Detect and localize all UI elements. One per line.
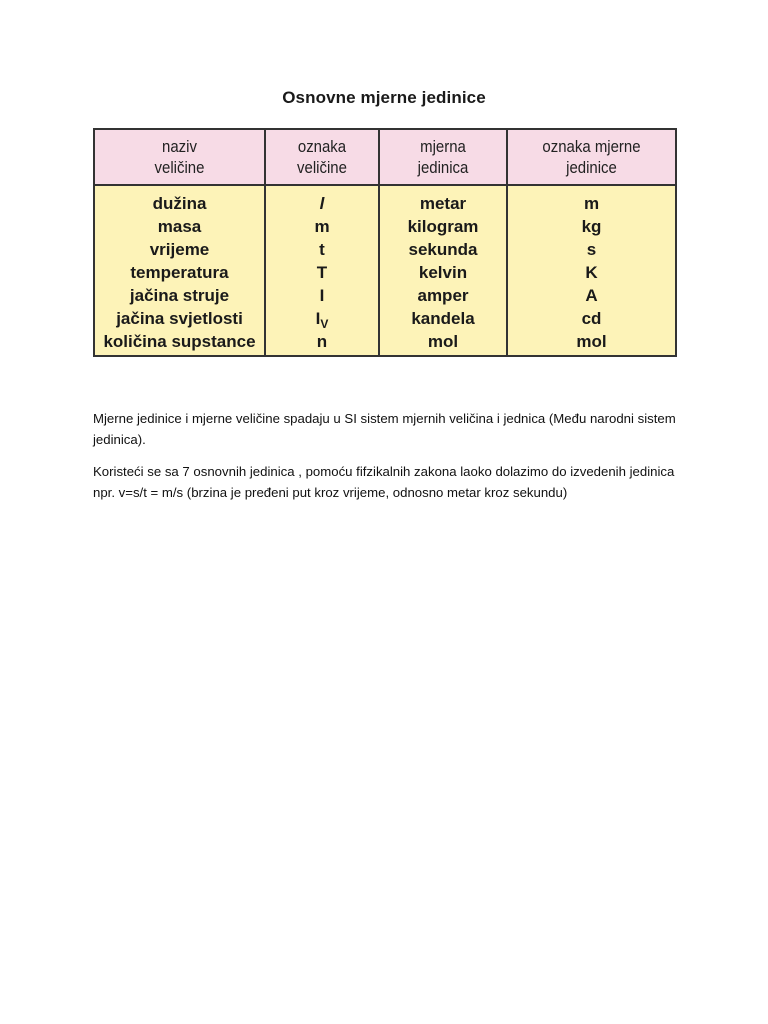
header-line: jedinice — [566, 158, 617, 177]
header-line: mjerna — [420, 137, 466, 156]
table-cell: m — [583, 194, 600, 213]
table-cell: n — [316, 332, 328, 351]
unit-name-column — [379, 185, 507, 356]
table-cell — [266, 307, 378, 330]
header-quantity-symbol — [272, 129, 372, 185]
table-cell: sekunda — [408, 240, 478, 259]
table-cell: t — [319, 240, 325, 259]
table-cell: kg — [581, 217, 602, 236]
units-table-container — [93, 128, 675, 357]
table-cell: jačina svjetlosti — [116, 309, 243, 328]
table-cell: masa — [157, 217, 202, 236]
table-cell: cd — [581, 309, 602, 328]
table-cell: vrijeme — [149, 240, 210, 259]
table-cell: dužina — [152, 194, 207, 213]
table-cell: jačina struje — [129, 286, 230, 305]
header-unit-name — [387, 129, 500, 185]
header-line: jedinica — [417, 158, 469, 177]
table-body-row — [94, 185, 676, 356]
table-cell: mol — [427, 332, 459, 351]
header-line: oznaka — [297, 137, 347, 156]
header-line: veličine — [154, 158, 205, 177]
table-cell: m — [314, 217, 330, 236]
table-cell: K — [585, 263, 598, 282]
table-cell: T — [316, 263, 328, 282]
unit-symbol-column — [507, 185, 676, 356]
header-quantity-name — [104, 129, 254, 185]
table-cell: s — [586, 240, 597, 259]
paragraph-derived-units: Koristeći se sa 7 osnovnih jedinica , pomoću fifzikalnih zakona laoko dolazimo do izvedenih jedinica npr. v=s/t = m/s (brzina je pređeni put kroz vrijeme, odnosno metar kroz sekundu) — [93, 464, 675, 500]
symbol-base: I — [315, 309, 321, 328]
table-cell: kilogram — [407, 217, 479, 236]
table-header-row — [94, 129, 676, 185]
quantity-symbol-column — [265, 185, 379, 356]
page-title: Osnovne mjerne jedinice — [282, 88, 486, 107]
table-cell: A — [585, 286, 598, 305]
table-cell: količina supstance — [103, 332, 256, 351]
table-cell: metar — [419, 194, 467, 213]
header-unit-symbol — [517, 129, 666, 185]
units-table — [93, 128, 677, 357]
table-cell: I — [319, 286, 325, 305]
table-cell: kelvin — [418, 263, 468, 282]
table-cell: amper — [417, 286, 469, 305]
table-cell: kandela — [411, 309, 475, 328]
header-line: oznaka mjerne — [542, 137, 641, 156]
paragraph-si-system: Mjerne jedinice i mjerne veličine spadaju u SI sistem mjernih veličina i jednica (Među narodni sistem jedinica). — [93, 411, 676, 447]
table-cell: temperatura — [130, 263, 229, 282]
header-line: veličine — [297, 158, 347, 177]
header-line: naziv — [162, 137, 197, 156]
quantity-name-column — [94, 185, 265, 356]
symbol-subscript: V — [320, 317, 329, 331]
table-cell: mol — [576, 332, 607, 351]
table-cell: l — [319, 194, 325, 213]
